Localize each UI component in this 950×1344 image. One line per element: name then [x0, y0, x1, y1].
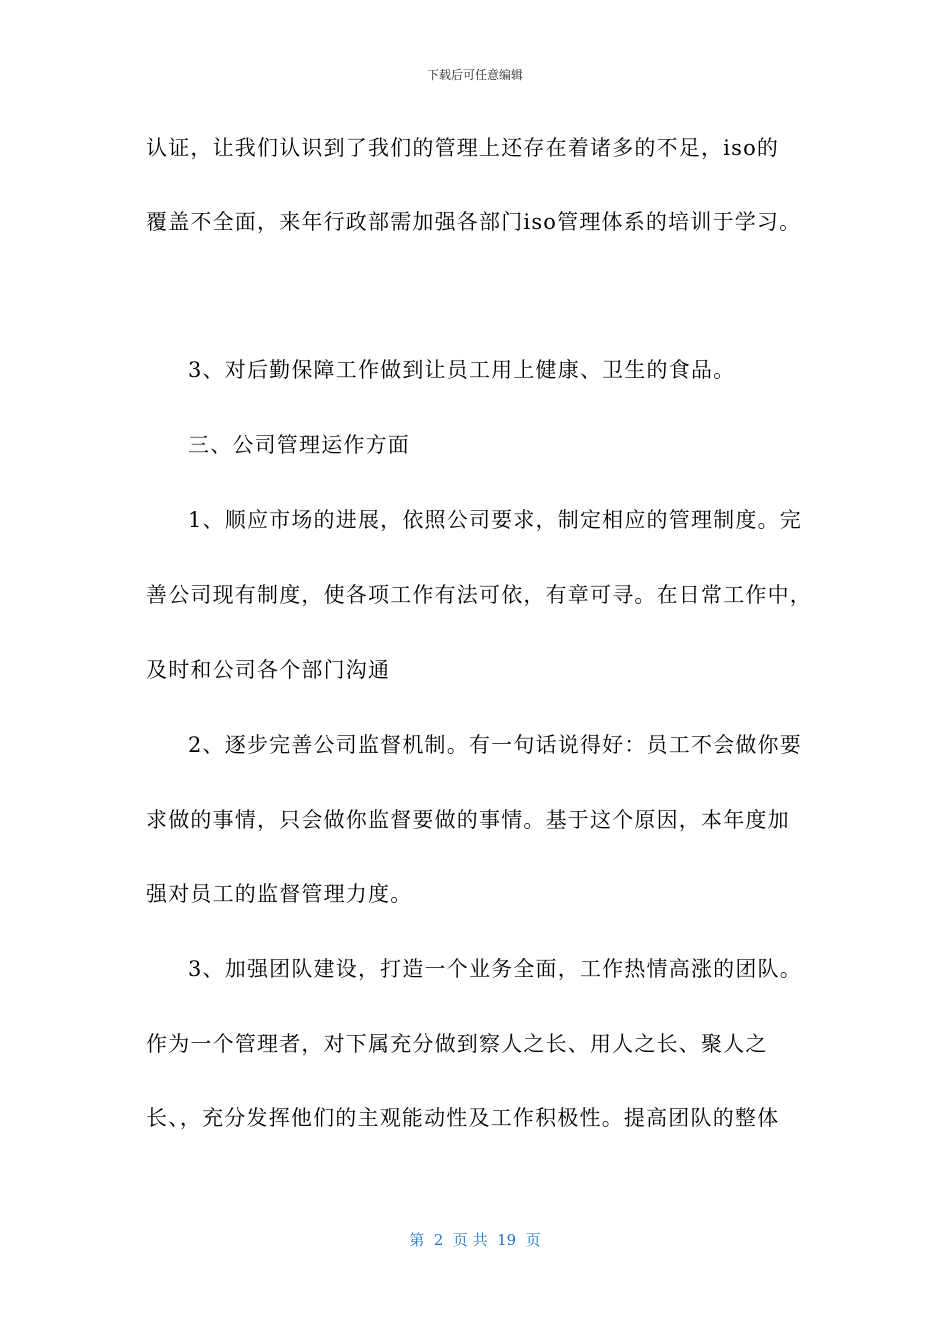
text-line: 及时和公司各个部门沟通: [146, 658, 391, 682]
text-line: 求做的事情，只会做你监督要做的事情。基于这个原因，本年度加: [146, 808, 790, 832]
text-line: 覆盖不全面，来年行政部需加强各部门iso管理体系的培训于学习。: [146, 210, 802, 234]
text-line: 认证，让我们认识到了我们的管理上还存在着诸多的不足，iso的: [146, 136, 780, 160]
text-line: 3、对后勤保障工作做到让员工用上健康、卫生的食品。: [188, 358, 736, 382]
text-line: 强对员工的监督管理力度。: [146, 882, 413, 906]
page-number-footer: 第 2 页 共 19 页: [409, 1231, 541, 1249]
header-note: 下载后可任意编辑: [426, 68, 523, 82]
text-line: 善公司现有制度，使各项工作有法可依，有章可寻。在日常工作中，: [146, 583, 812, 607]
text-line: 3、加强团队建设，打造一个业务全面，工作热情高涨的团队。: [188, 957, 802, 981]
text-line: 长、，充分发挥他们的主观能动性及工作积极性。提高团队的整体: [146, 1106, 780, 1130]
text-line: 作为一个管理者，对下属充分做到察人之长、用人之长、聚人之: [146, 1032, 768, 1056]
text-line: 2、逐步完善公司监督机制。有一句话说得好：员工不会做你要: [188, 733, 802, 757]
text-line: 1、顺应市场的进展，依照公司要求，制定相应的管理制度。完: [188, 508, 802, 532]
section-heading: 三、公司管理运作方面: [188, 433, 410, 457]
